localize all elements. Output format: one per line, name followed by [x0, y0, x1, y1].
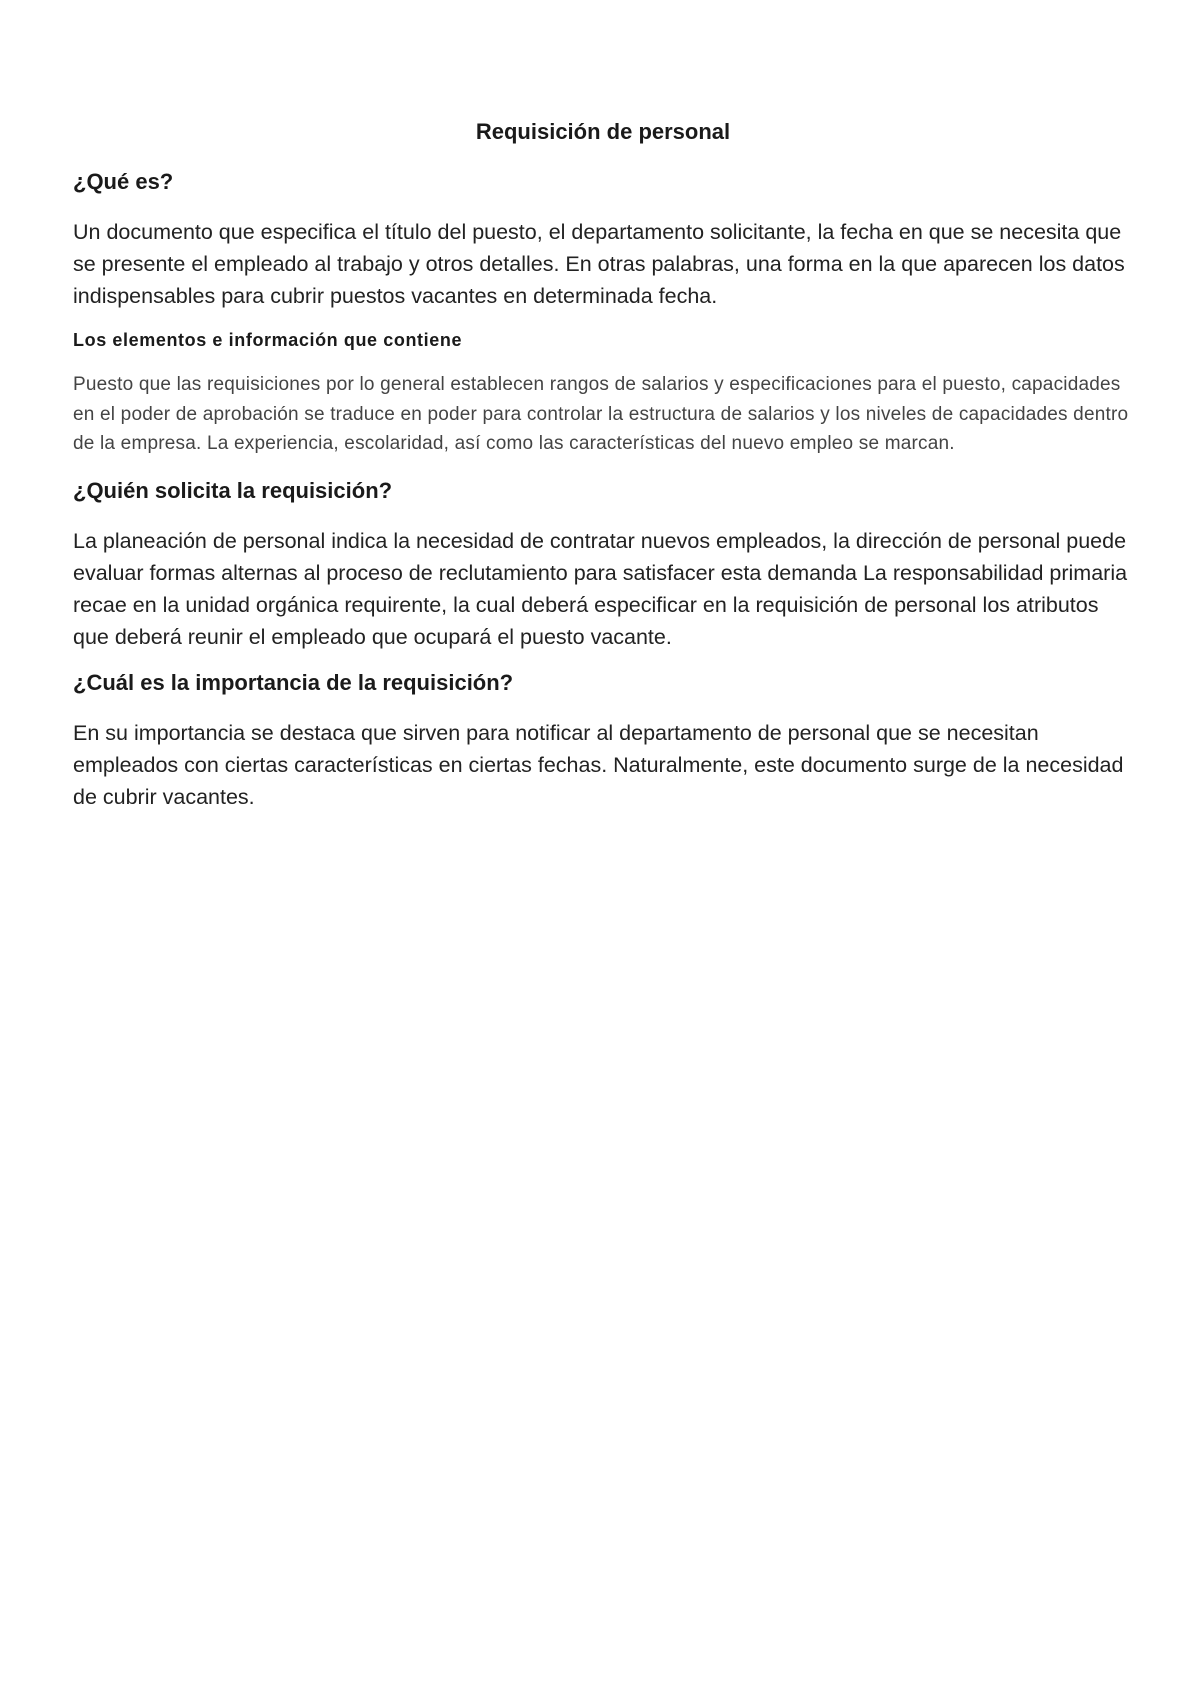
section-paragraph-elementos: Puesto que las requisiciones por lo general establecen rangos de salarios y especificaciones para el puesto, capacidades en el poder de aprobación se traduce en poder para controlar la estructura de salarios y los niveles de capacidades dentro de la empresa. La experiencia, escolaridad, así como las características del nuevo empleo se marcan. — [73, 374, 1129, 454]
document-title: Requisición de personal — [475, 119, 731, 144]
section-heading-que-es: ¿Qué es? — [73, 169, 174, 194]
section-heading-quien-solicita: ¿Quién solicita la requisición? — [73, 477, 393, 503]
section-paragraph-importancia: En su importancia se destaca que sirven para notificar al departamento de personal que se necesitan empleados con ciertas características en ciertas fechas. Naturalmente, este documento surge de la necesidad de cubrir vacantes. — [73, 720, 1124, 809]
document-content — [73, 118, 1133, 829]
section-paragraph-quien-solicita: La planeación de personal indica la necesidad de contratar nuevos empleados, la dirección de personal puede evaluar formas alternas al proceso de reclutamiento para satisfacer esta demanda La responsabilidad primaria recae en la unidad orgánica requirente, la cual deberá especificar en la requisición de personal los atributos que deberá reunir el empleado que ocupará el puesto vacante. — [73, 528, 1128, 649]
section-paragraph-que-es: Un documento que especifica el título del puesto, el departamento solicitante, la fecha en que se necesita que se presente el empleado al trabajo y otros detalles. En otras palabras, una forma en la que aparecen los datos indispensables para cubrir puestos vacantes en determinada fecha. — [73, 220, 1125, 308]
section-heading-elementos: Los elementos e información que contiene — [73, 330, 463, 350]
section-heading-importancia: ¿Cuál es la importancia de la requisición? — [73, 669, 514, 695]
